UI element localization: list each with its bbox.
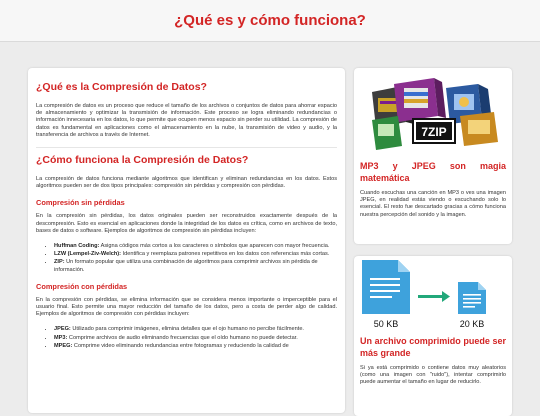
compression-software-illustration: [354, 72, 512, 160]
section-divider: [36, 147, 337, 148]
fact-title-compressed-larger: Un archivo comprimido puede ser más grande: [360, 336, 506, 358]
main-article-card: [28, 68, 345, 413]
fact-card-compressed-larger: [354, 256, 512, 416]
subsection-text-lossless: En la compresión sin pérdidas, los datos originales pueden ser reconstruidos exactamente después de la descompresión. Esto es esencial en aplicaciones donde la integridad de los datos es crítica, como en archivos de texto, bases de datos o software. Ejemplos de algoritmos de compresión sin pérdidas incluyen:: [36, 213, 337, 234]
lossy-algorithm-list: [36, 326, 337, 350]
subsection-title-lossless: Compresión sin pérdidas: [36, 198, 125, 208]
small-file-icon: [458, 282, 486, 314]
section-title-how: ¿Cómo funciona la Compresión de Datos?: [36, 154, 249, 167]
green-box-icon: [372, 116, 402, 150]
lossless-algorithm-list: [36, 243, 337, 274]
list-item: • ZIP: Un formato popular que utiliza una combinación de algoritmos para comprimir archivos sin pérdida de información.: [54, 259, 337, 273]
subsection-title-lossy: Compresión con pérdidas: [36, 281, 128, 291]
list-item: • LZW (Lempel-Ziv-Welch): Identifica y reemplaza patrones repetitivos en los datos con referencias más cortas.: [54, 251, 337, 258]
size-before-label: 50 KB: [373, 319, 399, 329]
list-item: • JPEG: Utilizado para comprimir imágenes, elimina detalles que el ojo humano no percibe fácilmente.: [54, 326, 337, 333]
arrow-right-icon: [418, 291, 450, 302]
7zip-logo-icon: [412, 118, 456, 144]
page-title: ¿Qué es y cómo funciona?: [174, 12, 366, 29]
fact-title-mp3-jpeg: MP3 y JPEG son magia matemática: [360, 161, 506, 183]
folder-box-icon: [460, 112, 498, 146]
page-header: [0, 0, 540, 42]
file-compression-diagram: [354, 256, 512, 331]
subsection-text-lossy: En la compresión con pérdidas, se elimina información que se considera menos importante o imperceptible para el usuario final. Esto permite una mayor reducción del tamaño de los datos, pero a costa de perder algo de calidad. Ejemplos de algoritmos de compresión con pérdidas incluyen:: [36, 296, 337, 318]
fact-text-mp3-jpeg: Cuando escuchas una canción en MP3 o ves una imagen JPEG, en realidad estás viendo o escuchando solo lo esencial. El resto fue descartado gracias a cómo funciona nuestra percepción del sonido y la imagen.: [360, 190, 506, 218]
large-file-icon: [362, 260, 410, 314]
list-item: • MPEG: Comprime video eliminando redundancias entre fotogramas y reduciendo la calidad de: [54, 343, 337, 350]
list-item: • MP3: Comprime archivos de audio eliminando frecuencias que el oído humano no puede detectar.: [54, 335, 337, 342]
compression-software-icons: [354, 72, 512, 160]
size-after-label: 20 KB: [459, 319, 485, 329]
list-item: • Huffman Coding: Asigna códigos más cortos a los caracteres o símbolos que aparecen con mayor frecuencia.: [54, 243, 337, 250]
7zip-label: 7ZIP: [421, 125, 447, 139]
file-size-illustration: [354, 256, 512, 331]
winrar-box-icon: [394, 78, 446, 122]
fact-text-compressed-larger: Si ya está comprimido o contiene datos muy aleatorios (como una imagen con "ruido"), intentar comprimirlo puede aumentar el tamaño en lugar de reducirlo.: [360, 365, 506, 386]
section-title-what: ¿Qué es la Compresión de Datos?: [36, 81, 207, 93]
section-text-how: La compresión de datos funciona mediante algoritmos que identifican y eliminan redundancias en los datos. Estos algoritmos pueden ser de dos tipos principales: compresión sin pérdidas y compresión con pérdidas.: [36, 176, 337, 190]
section-text-what: La compresión de datos es un proceso que reduce el tamaño de los archivos o conjuntos de datos para ahorrar espacio de almacenamiento y optimizar la transmisión de información. Este proceso se logra eliminando redundancias o información innecesaria en los datos, lo que permite que ocupen menos espacio sin perder su utilidad. La compresión de datos es fundamental en aplicaciones como el almacenamiento en la nube, la transmisión de video y audio, y la transferencia de archivos a través de Internet.: [36, 103, 337, 138]
fact-card-mp3-jpeg: [354, 68, 512, 244]
